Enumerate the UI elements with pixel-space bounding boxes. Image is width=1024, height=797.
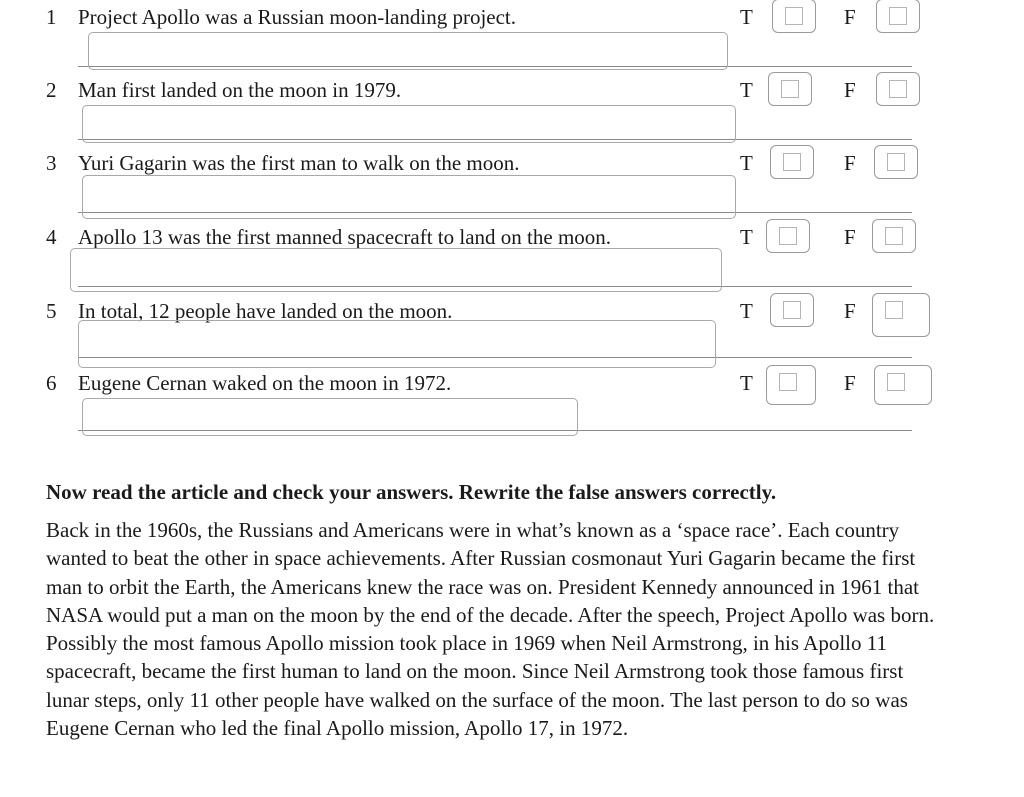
question-row-4 [0, 222, 1024, 294]
true-checkbox[interactable] [770, 293, 814, 327]
question-row-1 [0, 2, 1024, 74]
true-label: T [740, 151, 753, 175]
question-text: Man first landed on the moon in 1979. [78, 78, 402, 102]
answer-input[interactable] [70, 248, 722, 292]
false-label: F [844, 151, 856, 175]
question-text: Eugene Cernan waked on the moon in 1972. [78, 371, 452, 395]
true-label: T [740, 299, 753, 323]
question-number: 3 [46, 151, 57, 175]
true-checkbox[interactable] [766, 365, 816, 405]
false-label: F [844, 5, 856, 29]
answer-input[interactable] [82, 105, 736, 143]
false-checkbox[interactable] [876, 72, 920, 106]
false-label: F [844, 371, 856, 395]
instruction-heading: Now read the article and check your answers. Rewrite the false answers correctly. [46, 480, 777, 504]
true-checkbox[interactable] [768, 72, 812, 106]
answer-input[interactable] [88, 32, 728, 70]
true-checkbox[interactable] [772, 0, 816, 33]
true-label: T [740, 371, 753, 395]
true-label: T [740, 225, 753, 249]
question-row-2 [0, 75, 1024, 147]
true-label: T [740, 5, 753, 29]
question-text: Project Apollo was a Russian moon-landing project. [78, 5, 517, 29]
question-row-6 [0, 368, 1024, 440]
false-label: F [844, 78, 856, 102]
question-number: 2 [46, 78, 57, 102]
true-checkbox[interactable] [770, 145, 814, 179]
answer-input[interactable] [82, 175, 736, 219]
question-number: 1 [46, 5, 57, 29]
answer-input[interactable] [82, 398, 578, 436]
answer-input[interactable] [78, 320, 716, 368]
true-label: T [740, 78, 753, 102]
false-checkbox[interactable] [874, 145, 918, 179]
false-checkbox[interactable] [872, 293, 930, 337]
false-checkbox[interactable] [876, 0, 920, 33]
question-number: 5 [46, 299, 57, 323]
question-text: Apollo 13 was the first manned spacecraft to land on the moon. [78, 225, 612, 249]
false-checkbox[interactable] [872, 219, 916, 253]
false-checkbox[interactable] [874, 365, 932, 405]
false-label: F [844, 299, 856, 323]
article-text: Back in the 1960s, the Russians and Americans were in what’s known as a ‘space race’. Each country wanted to beat the other in space achievements. After Russian cosmonaut Yuri Gagarin became the first man to orbit the Earth, the Americans knew the race was on. President Kennedy announced in 1961 that NASA would put a man on the moon by the end of the decade. After the speech, Project Apollo was born. Possibly the most famous Apollo mission took place in 1969 when Neil Armstrong, in his Apollo 11 spacecraft, became the first human to land on the moon. Since Neil Armstrong took those famous first lunar steps, only 11 other people have walked on the surface of the moon. The last person to do so was Eugene Cernan who led the final Apollo mission, Apollo 17, in 1972. [46, 518, 935, 741]
false-label: F [844, 225, 856, 249]
question-number: 4 [46, 225, 57, 249]
question-text: Yuri Gagarin was the first man to walk on the moon. [78, 151, 520, 175]
question-text: In total, 12 people have landed on the moon. [78, 299, 453, 323]
question-row-3 [0, 148, 1024, 220]
question-number: 6 [46, 371, 57, 395]
true-checkbox[interactable] [766, 219, 810, 253]
question-row-5 [0, 296, 1024, 368]
